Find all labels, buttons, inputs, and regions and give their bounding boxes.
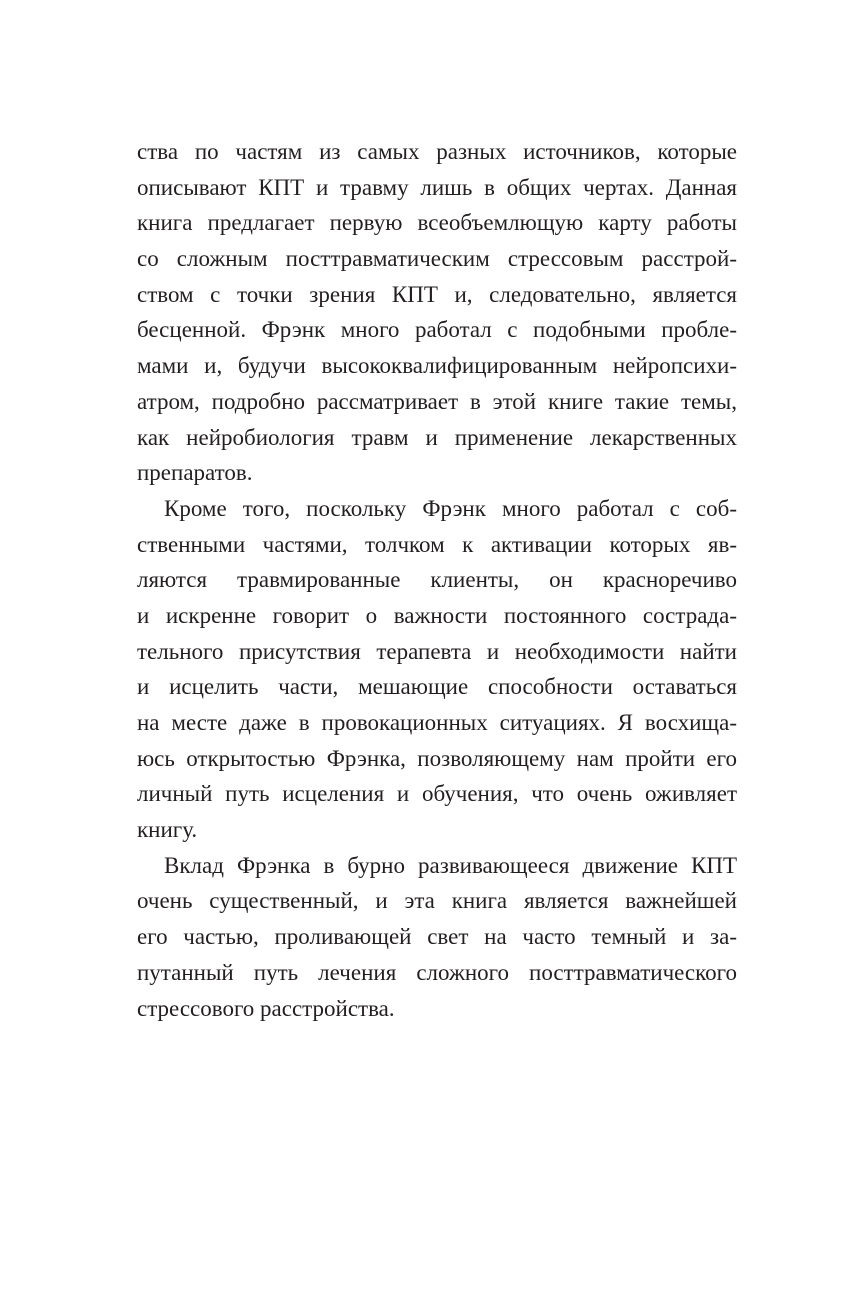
text-line: Вклад Фрэнка в бурно развивающееся движение КПТ (164, 852, 737, 878)
text-line: ства по частям из самых разных источников, которые (137, 139, 737, 164)
text-line: ственными частями, толчком к активации которых яв- (137, 531, 737, 557)
text-line: Кроме того, поскольку Фрэнк много работал с соб- (164, 495, 737, 521)
text-line: атром, подробно рассматривает в этой книге такие темы, (137, 388, 737, 414)
text-line: путанный путь лечения сложного посттравматического (137, 959, 737, 985)
text-line: на месте даже в провокационных ситуациях. Я восхища- (137, 710, 737, 735)
text-line: и искренне говорит о важности постоянного сострада- (137, 602, 737, 628)
paragraph-2 (137, 491, 737, 848)
text-line: ляются травмированные клиенты, он красноречиво (137, 567, 737, 593)
body-text (137, 134, 737, 1026)
paragraph-3 (137, 848, 737, 1026)
text-line: препаратов. (137, 460, 253, 486)
text-line: его частью, проливающей свет на часто темный и за- (137, 924, 737, 950)
text-line: тельного присутствия терапевта и необходимости найти (137, 638, 737, 664)
text-line: со сложным посттравматическим стрессовым расстрой- (137, 246, 737, 272)
text-line: описывают КПТ и травму лишь в общих чертах. Данная (137, 174, 737, 200)
text-line: бесценной. Фрэнк много работал с подобными пробле- (137, 317, 737, 343)
text-line: и исцелить части, мешающие способности оставаться (137, 674, 737, 700)
text-line: очень существенный, и эта книга является важнейшей (137, 888, 737, 914)
text-line: мами и, будучи высококвалифицированным нейропсихи- (137, 353, 737, 379)
text-line: стрессового расстройства. (137, 995, 395, 1021)
text-line: книгу. (137, 817, 198, 843)
text-line: ством с точки зрения КПТ и, следовательно, является (137, 281, 737, 307)
text-line: как нейробиология травм и применение лекарственных (137, 424, 737, 450)
paragraph-1 (137, 134, 737, 491)
text-line: книга предлагает первую всеобъемлющую карту работы (137, 210, 737, 236)
text-line: юсь открытостью Фрэнка, позволяющему нам пройти его (137, 745, 737, 771)
text-line: личный путь исцеления и обучения, что очень оживляет (137, 781, 737, 807)
